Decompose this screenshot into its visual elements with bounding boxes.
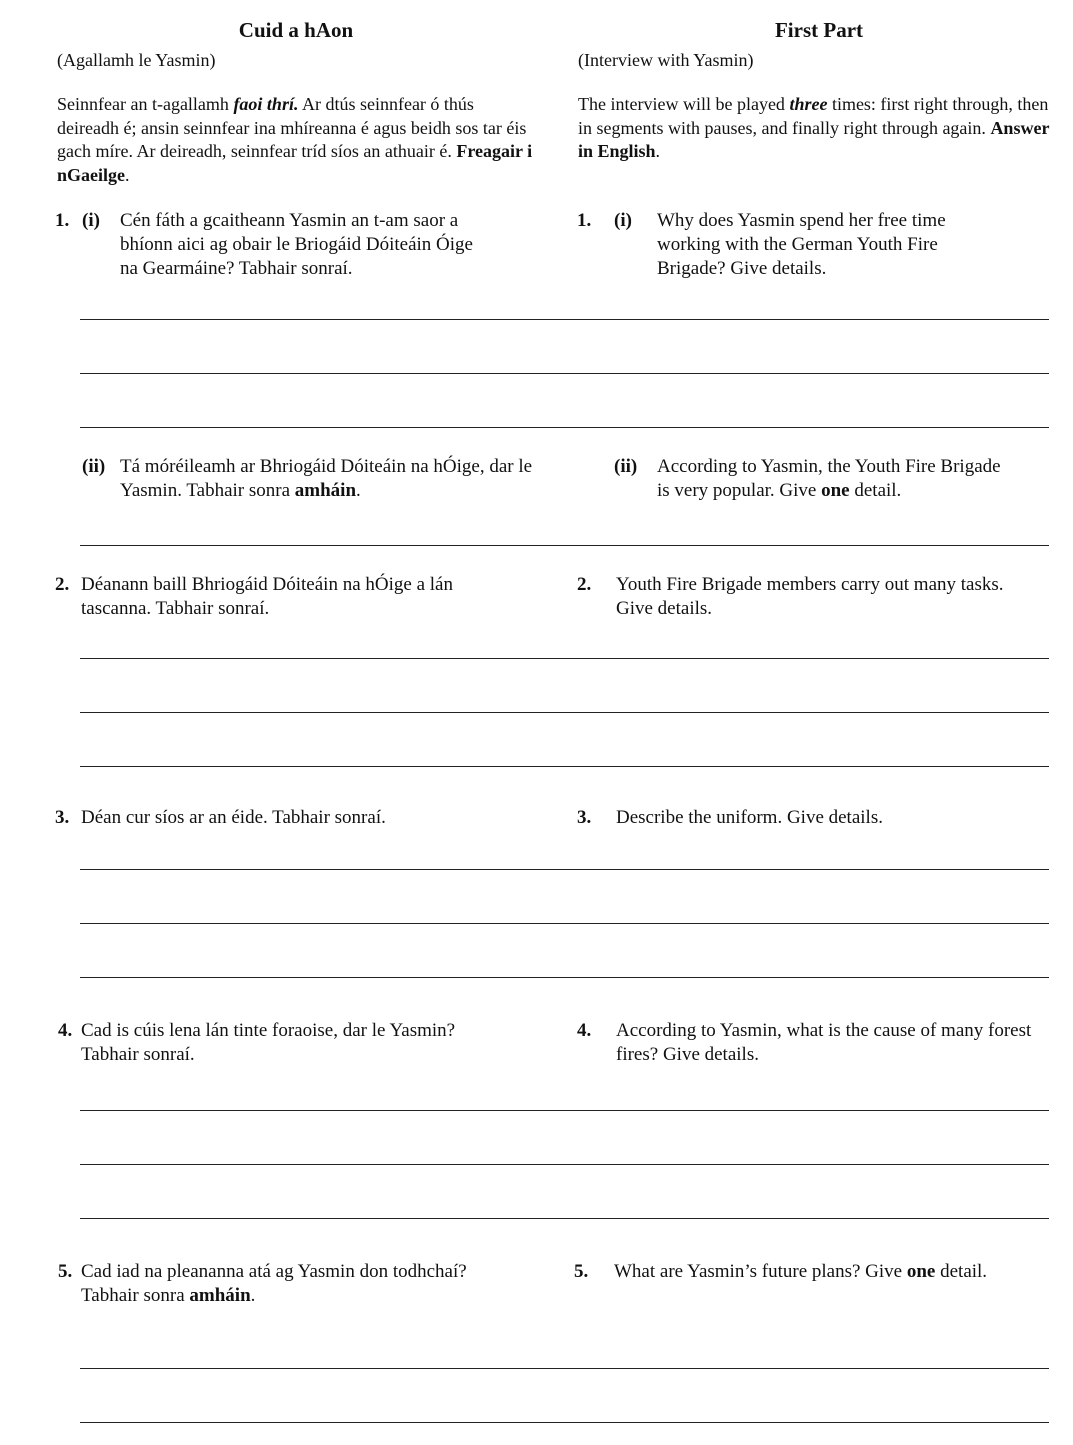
english-q2-text: Youth Fire Brigade members carry out many tasks. Give details. [616, 574, 1004, 619]
answer-line[interactable] [80, 545, 1049, 546]
english-heading: First Part [774, 18, 864, 42]
answer-line[interactable] [80, 1110, 1049, 1111]
english-q1-ii-label: (ii) [614, 456, 638, 477]
english-q5-number: 5. [574, 1261, 589, 1282]
irish-q5-text: Cad iad na pleananna atá ag Yasmin don todhchaí? Tabhair sonra amháin. [81, 1261, 467, 1306]
irish-q2-text: Déanann baill Bhriogáid Dóiteáin na hÓige a lán tascanna. Tabhair sonraí. [81, 574, 453, 619]
answer-line[interactable] [80, 427, 1049, 428]
irish-instructions: Seinnfear an t-agallamh faoi thrí. Ar dtús seinnfear ó thús deireadh é; ansin seinnfear ina mhíreanna é agus beidh sos tar éis gach míre. Ar deireadh, seinnfear tríd síos an athuair é. Freagair i nGaeilge. [57, 94, 533, 185]
english-q4-text: According to Yasmin, what is the cause of many forest fires? Give details. [616, 1020, 1032, 1065]
irish-q1-ii-text: Tá móréileamh ar Bhriogáid Dóiteáin na hÓige, dar le Yasmin. Tabhair sonra amháin. [120, 456, 533, 501]
answer-line[interactable] [80, 373, 1049, 374]
english-q5-text: What are Yasmin’s future plans? Give one detail. [614, 1261, 988, 1282]
irish-q1-number: 1. [55, 210, 70, 231]
answer-line[interactable] [80, 658, 1049, 659]
irish-subheading: (Agallamh le Yasmin) [57, 50, 216, 70]
answer-line[interactable] [80, 869, 1049, 870]
answer-line[interactable] [80, 319, 1049, 320]
irish-q1-i-text: Cén fáth a gcaitheann Yasmin an t-am saor a bhíonn aici ag obair le Briogáid Dóiteáin Óige na Gearmáine? Tabhair sonraí. [120, 210, 473, 279]
irish-q3-text: Déan cur síos ar an éide. Tabhair sonraí. [81, 807, 386, 828]
irish-heading: Cuid a hAon [238, 18, 354, 42]
english-q4-number: 4. [577, 1020, 592, 1041]
english-instructions: The interview will be played three times: first right through, then in segments with pauses, and finally right through again. Answer in English. [578, 94, 1050, 161]
irish-q5-number: 5. [58, 1261, 73, 1282]
irish-q4-number: 4. [58, 1020, 73, 1041]
english-q3-text: Describe the uniform. Give details. [616, 807, 883, 828]
answer-line[interactable] [80, 766, 1049, 767]
english-q1-number: 1. [577, 210, 592, 231]
english-subheading: (Interview with Yasmin) [578, 50, 754, 70]
english-q1-ii-text: According to Yasmin, the Youth Fire Brigade is very popular. Give one detail. [657, 456, 1001, 501]
answer-line[interactable] [80, 1368, 1049, 1369]
english-q3-number: 3. [577, 807, 592, 828]
answer-line[interactable] [80, 1218, 1049, 1219]
english-q2-number: 2. [577, 574, 592, 595]
answer-line[interactable] [80, 1164, 1049, 1165]
answer-line[interactable] [80, 1422, 1049, 1423]
irish-q1-ii-label: (ii) [82, 456, 106, 477]
answer-line[interactable] [80, 977, 1049, 978]
irish-q4-text: Cad is cúis lena lán tinte foraoise, dar le Yasmin? Tabhair sonraí. [81, 1020, 456, 1065]
answer-line[interactable] [80, 712, 1049, 713]
irish-q3-number: 3. [55, 807, 70, 828]
irish-q1-i-label: (i) [82, 210, 100, 231]
english-q1-i-label: (i) [614, 210, 632, 231]
answer-line[interactable] [80, 923, 1049, 924]
english-q1-i-text: Why does Yasmin spend her free time working with the German Youth Fire Brigade? Give details. [657, 210, 946, 279]
irish-q2-number: 2. [55, 574, 70, 595]
